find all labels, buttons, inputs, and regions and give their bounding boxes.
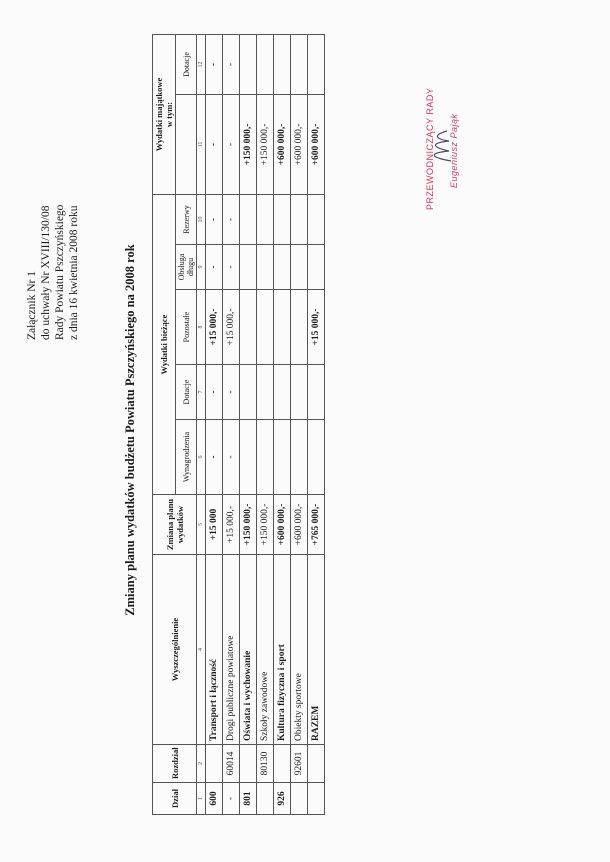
signature-mark [425, 125, 455, 165]
cell-dotacje-2: - [206, 34, 223, 94]
cell-wynagrodzenia [257, 420, 274, 495]
cell-rezerwy [240, 194, 257, 244]
column-number: 12 [197, 34, 206, 94]
cell-name: Transport i łączność [206, 555, 223, 745]
cell-dotacje: - [223, 365, 240, 420]
cell-majatkowe: +600 000,- [274, 94, 291, 194]
cell-dzial: 926 [274, 783, 291, 815]
cell-dotacje [274, 365, 291, 420]
cell-rozdzial: 92601 [291, 745, 308, 783]
cell-zmiana: +150 000,- [240, 495, 257, 555]
cell-dzial [257, 783, 274, 815]
cell-obsluga-dlugu [274, 245, 291, 290]
header-wydatki-biezace: Wydatki bieżące [153, 194, 176, 494]
column-number: 4 [197, 555, 206, 745]
cell-obsluga-dlugu [257, 245, 274, 290]
cell-obsluga-dlugu [240, 245, 257, 290]
table-row [257, 34, 274, 814]
cell-zmiana: +15 000,- [223, 495, 240, 555]
header-dzial: Dział [153, 783, 197, 815]
cell-name: Oświata i wychowanie [240, 555, 257, 745]
cell-majatkowe: +150 000,- [240, 94, 257, 194]
attachment-header [25, 30, 81, 340]
cell-rozdzial [274, 745, 291, 783]
cell-dotacje [308, 365, 325, 420]
stamp-title: PRZEWODNICZĄCY RADY [425, 87, 435, 210]
cell-dzial: 600 [206, 783, 223, 815]
cell-dotacje-2: - [223, 34, 240, 94]
cell-zmiana: +765 000,- [308, 495, 325, 555]
cell-pozostale: +15 000,- [223, 290, 240, 365]
cell-rozdzial: 60014 [223, 745, 240, 783]
cell-rezerwy [291, 194, 308, 244]
header-dotacje-2: Dotacje [176, 34, 197, 94]
cell-zmiana: +15 000 [206, 495, 223, 555]
header-line-1: Załącznik Nr 1 [26, 271, 38, 340]
cell-name: Obiekty sportowe [291, 555, 308, 745]
cell-obsluga-dlugu: - [206, 245, 223, 290]
header-line-2: do uchwały Nr XVIII/130/08 [40, 205, 52, 340]
column-number: 11 [197, 94, 206, 194]
header-line-3: Rady Powiatu Pszczyńskiego [54, 204, 66, 340]
header-w-tym: w tym: [164, 101, 174, 128]
column-number-row [197, 34, 206, 814]
cell-dzial: 801 [240, 783, 257, 815]
cell-rezerwy [274, 194, 291, 244]
cell-name: RAZEM [308, 555, 325, 745]
cell-pozostale: +15 000,- [206, 290, 223, 365]
cell-dotacje [257, 365, 274, 420]
cell-rezerwy [257, 194, 274, 244]
cell-majatkowe: - [206, 94, 223, 194]
table-row [240, 34, 257, 814]
cell-wynagrodzenia [308, 420, 325, 495]
cell-majatkowe: +150 000,- [257, 94, 274, 194]
cell-pozostale [240, 290, 257, 365]
cell-dotacje-2 [308, 34, 325, 94]
header-line-4: z dnia 16 kwietnia 2008 roku [68, 205, 80, 340]
cell-majatkowe: +600 000,- [308, 94, 325, 194]
cell-rezerwy [308, 194, 325, 244]
rotated-content [25, 10, 585, 850]
column-number: 8 [197, 290, 206, 365]
cell-obsluga-dlugu [308, 245, 325, 290]
cell-zmiana: +600 000,- [291, 495, 308, 555]
cell-wynagrodzenia: - [223, 420, 240, 495]
cell-rozdzial: 80130 [257, 745, 274, 783]
header-rezerwy: Rezerwy [176, 194, 197, 244]
council-chair-stamp [425, 50, 459, 210]
header-zmiana: Zmiana planu wydatków [153, 495, 197, 555]
cell-wynagrodzenia [291, 420, 308, 495]
table-row [291, 34, 308, 814]
table-body [206, 34, 325, 814]
header-rozdzial: Rozdział [153, 745, 197, 783]
header-pozostale: Pozostałe [176, 290, 197, 365]
cell-dotacje [240, 365, 257, 420]
cell-dotacje-2 [291, 34, 308, 94]
cell-rozdzial [206, 745, 223, 783]
cell-rezerwy: - [206, 194, 223, 244]
header-wyszczegolnienie: Wyszczególnienie [153, 555, 197, 745]
header-wynagrodzenia: Wynagrodzenia [176, 420, 197, 495]
cell-dzial [291, 783, 308, 815]
cell-obsluga-dlugu: - [223, 245, 240, 290]
header-wydatki-majatkowe [153, 34, 176, 194]
column-number: 7 [197, 365, 206, 420]
cell-rozdzial [240, 745, 257, 783]
cell-name: Kultura fizyczna i sport [274, 555, 291, 745]
cell-majatkowe: - [223, 94, 240, 194]
header-majatkowe-blank [176, 94, 197, 194]
column-number: 1 [197, 783, 206, 815]
cell-zmiana: +150 000,- [257, 495, 274, 555]
cell-pozostale [257, 290, 274, 365]
column-number: 6 [197, 420, 206, 495]
document-title: Zmiany planu wydatków budżetu Powiatu Pszczyńskiego na 2008 rok [123, 244, 137, 616]
cell-rozdzial [308, 745, 325, 783]
column-number: 10 [197, 194, 206, 244]
header-obsluga-dlugu: Obsługa długu [176, 245, 197, 290]
cell-dotacje-2 [257, 34, 274, 94]
budget-table [152, 34, 325, 815]
cell-name: Drogi publiczne powiatowe [223, 555, 240, 745]
cell-zmiana: +600 000,- [274, 495, 291, 555]
column-number: 2 [197, 745, 206, 783]
cell-dotacje: - [206, 365, 223, 420]
budget-table-wrap [152, 35, 325, 815]
cell-pozostale [291, 290, 308, 365]
table-row [206, 34, 223, 814]
cell-name: Szkoły zawodowe [257, 555, 274, 745]
cell-dotacje-2 [240, 34, 257, 94]
cell-pozostale [274, 290, 291, 365]
column-number: 5 [197, 495, 206, 555]
cell-rezerwy: - [223, 194, 240, 244]
cell-pozostale: +15 000,- [308, 290, 325, 365]
cell-dzial [308, 783, 325, 815]
table-row [308, 34, 325, 814]
stamp-name: Eugeniusz Pająk [449, 113, 459, 188]
table-row [223, 34, 240, 814]
header-wydatki-majatkowe-label: Wydatki majątkowe [154, 77, 164, 152]
column-number: 9 [197, 245, 206, 290]
cell-wynagrodzenia [274, 420, 291, 495]
cell-dotacje [291, 365, 308, 420]
cell-dzial: - [223, 783, 240, 815]
table-row [274, 34, 291, 814]
cell-obsluga-dlugu [291, 245, 308, 290]
cell-wynagrodzenia: - [206, 420, 223, 495]
cell-wynagrodzenia [240, 420, 257, 495]
header-dotacje: Dotacje [176, 365, 197, 420]
cell-majatkowe: +600 000,- [291, 94, 308, 194]
cell-dotacje-2 [274, 34, 291, 94]
